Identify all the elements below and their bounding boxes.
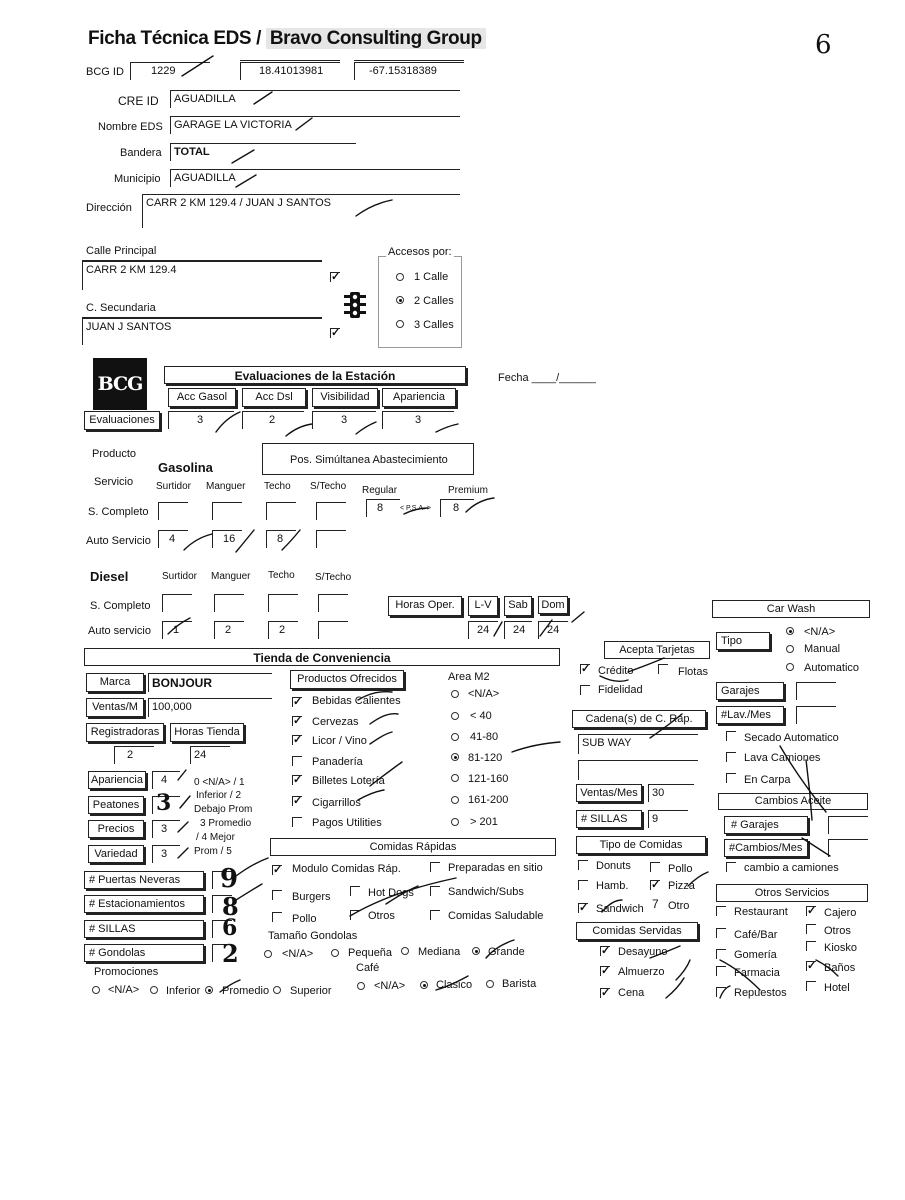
sillas-value: 6 <box>222 915 238 941</box>
cadena-ventas-label: Ventas/Mes <box>576 784 642 802</box>
scale-3: 3 Promedio <box>200 818 252 829</box>
cr-pollo-label: Pollo <box>292 913 317 925</box>
calle-secundaria-label: C. Secundaria <box>86 302 156 314</box>
otro-label: Otro <box>668 900 690 912</box>
flotas-label: Flotas <box>678 666 708 678</box>
cafe-na-label: <N/A> <box>374 980 406 992</box>
gondola-mediana-label: Mediana <box>418 946 461 958</box>
hot-dogs-label: Hot Dogs <box>368 887 414 899</box>
prod-cervezas-label: Cervezas <box>312 716 359 728</box>
horas-col-sab: Sab <box>504 596 532 616</box>
eval-visibilidad-value[interactable]: 3 <box>312 411 376 429</box>
cafe-bar-label: Café/Bar <box>734 929 778 941</box>
acceso-3-label: 3 Calles <box>414 319 454 331</box>
horas-col-lv: L-V <box>468 596 498 616</box>
regular-value[interactable]: 8 <box>366 499 400 517</box>
promo-na-label: <N/A> <box>108 984 140 996</box>
cre-id-label: CRE ID <box>118 94 159 108</box>
bcg-logo-text: BCG <box>97 373 143 395</box>
garajes-label: Garajes <box>716 682 784 700</box>
bandera-label: Bandera <box>120 147 162 159</box>
otro-mark: 7 <box>652 897 659 911</box>
area-m2-label: Area M2 <box>448 671 490 683</box>
lava-camiones-label: Lava Camiones <box>744 752 821 764</box>
prod-licor-label: Licor / Vino <box>312 735 367 747</box>
estacionamientos-value: 8 <box>222 892 239 921</box>
farmacia-label: Farmacia <box>734 967 780 979</box>
producto-label: Producto <box>92 448 137 460</box>
apariencia-field[interactable]: 4 <box>152 771 180 789</box>
page-number: 6 <box>815 30 832 60</box>
municipio-field[interactable]: AGUADILLA <box>170 169 460 187</box>
area-lt40-label: < 40 <box>470 710 492 722</box>
cafe-barista-label: Barista <box>502 978 537 990</box>
registradoras-field[interactable]: 2 <box>114 746 154 764</box>
prod-billetes-label: Billetes Lotería <box>312 775 385 787</box>
gas-col-stecho: S/Techo <box>310 481 347 492</box>
peatones-value: 3 <box>156 790 172 816</box>
dsl-col-manguer: Manguer <box>211 571 251 582</box>
gas-auto-servicio-label: Auto Servicio <box>86 535 151 547</box>
cambio-camiones-label: cambio a camiones <box>744 862 839 874</box>
horas-tienda-field[interactable]: 24 <box>190 746 230 764</box>
desayuno-label: Desayuno <box>618 946 668 958</box>
scale-2: Debajo Prom <box>194 804 253 815</box>
puertas-neveras-label: # Puertas Neveras <box>84 871 204 889</box>
kiosko-label: Kiosko <box>824 942 858 954</box>
variedad-field[interactable]: 3 <box>152 845 180 863</box>
cena-label: Cena <box>618 987 645 999</box>
donuts-label: Donuts <box>596 860 631 872</box>
gomeria-label: Gomería <box>734 949 777 961</box>
tipo-label: Tipo <box>716 632 770 650</box>
nombre-eds-field[interactable]: GARAGE LA VICTORIA <box>170 116 460 134</box>
cadena-ventas-field[interactable]: 30 <box>648 784 694 802</box>
promo-promedio-label: Promedio <box>222 985 270 997</box>
eval-col-acc-dsl: Acc Dsl <box>242 388 306 407</box>
evaluaciones-row-label: Evaluaciones <box>84 411 160 430</box>
gas-as-techo[interactable]: 8 <box>266 530 296 548</box>
bandera-field[interactable]: TOTAL <box>170 143 356 161</box>
tc-pollo-label: Pollo <box>668 863 693 875</box>
preparadas-label: Preparadas en sitio <box>448 862 543 874</box>
registradoras-label: Registradoras <box>86 723 164 742</box>
gondola-grande-label: Grande <box>488 946 525 958</box>
ventas-field[interactable]: 100,000 <box>148 698 272 717</box>
aceite-garajes-label: # Garajes <box>724 816 808 834</box>
credito-label: Crédito <box>598 665 634 677</box>
gondola-na-label: <N/A> <box>282 948 314 960</box>
cambios-mes-label: #Cambios/Mes <box>724 839 808 857</box>
premium-label: Premium <box>448 485 489 496</box>
comidas-servidas-label: Comidas Servidas <box>576 922 698 940</box>
sillas-label: # SILLAS <box>84 920 204 938</box>
horas-oper-label: Horas Oper. <box>388 596 462 616</box>
gas-s-completo-label: S. Completo <box>88 506 149 518</box>
eval-col-acc-gasol: Acc Gasol <box>168 388 236 407</box>
cadena-field[interactable]: SUB WAY <box>578 734 698 754</box>
dsl-as-techo[interactable]: 2 <box>268 621 298 639</box>
calle-secundaria-field[interactable]: JUAN J SANTOS <box>82 317 322 345</box>
eval-acc-gasol-value[interactable]: 3 <box>168 411 234 429</box>
eval-col-visibilidad: Visibilidad <box>312 388 378 407</box>
gasolina-label: Gasolina <box>158 460 213 475</box>
eval-col-apariencia: Apariencia <box>382 388 456 407</box>
peatones-label: Peatones <box>88 796 144 814</box>
cafe-clasico-label: Clasico <box>436 979 473 991</box>
en-carpa-label: En Carpa <box>744 774 791 786</box>
area-41-80-label: 41-80 <box>470 731 499 743</box>
horas-sab-value[interactable]: 24 <box>504 621 532 639</box>
fecha-label: Fecha ____/______ <box>498 372 596 384</box>
acceso-1-label: 1 Calle <box>414 271 449 283</box>
restaurant-label: Restaurant <box>734 906 788 918</box>
hotel-label: Hotel <box>824 982 850 994</box>
dsl-as-manguer[interactable]: 2 <box>214 621 244 639</box>
precios-field[interactable]: 3 <box>152 820 180 838</box>
scale-0: 0 <N/A> / 1 <box>194 777 245 788</box>
direccion-label: Dirección <box>86 202 132 214</box>
repuestos-label: Repuestos <box>734 987 787 999</box>
cw-na-label: <N/A> <box>804 626 836 638</box>
marca-field[interactable]: BONJOUR <box>148 673 272 692</box>
cre-id-field[interactable]: AGUADILLA <box>170 90 460 108</box>
servicio-label: Servicio <box>94 476 134 488</box>
cadena-label: Cadena(s) de C. Ráp. <box>572 710 706 728</box>
horas-tienda-label: Horas Tienda <box>170 723 244 742</box>
cadena-sillas-field[interactable]: 9 <box>648 810 688 828</box>
diesel-label: Diesel <box>90 569 129 584</box>
prod-pagos-label: Pagos Utilities <box>312 817 382 829</box>
gondolas-label: # Gondolas <box>84 944 204 962</box>
acceso-2-label: 2 Calles <box>414 295 454 307</box>
promo-superior-label: Superior <box>290 985 332 997</box>
tamano-gondolas-label: Tamaño Gondolas <box>268 930 358 942</box>
comidas-rapidas-title-text: Comidas Rápidas <box>369 841 457 853</box>
banos-label: Baños <box>824 962 856 974</box>
otros-label: Otros <box>824 925 851 937</box>
pos-simultanea-label: Pos. Simúltanea Abastecimiento <box>290 454 448 466</box>
accesos-label: Accesos por: <box>388 246 452 258</box>
tipo-comidas-label: Tipo de Comidas <box>576 836 706 854</box>
title-part2: Bravo Consulting Group <box>266 28 486 49</box>
scale-5: Prom / 5 <box>194 846 232 857</box>
cw-manual-label: Manual <box>804 643 841 655</box>
comidas-saludable-label: Comidas Saludable <box>448 910 544 922</box>
sandwich-subs-label: Sandwich/Subs <box>448 886 524 898</box>
sandwich-label: Sandwich <box>596 903 644 915</box>
longitude-field[interactable]: -67.15318389 <box>354 62 464 80</box>
latitude-field[interactable]: 18.41013981 <box>240 62 340 80</box>
calle-principal-label: Calle Principal <box>86 245 157 257</box>
marca-label: Marca <box>86 673 144 692</box>
cr-otros-label: Otros <box>368 910 395 922</box>
precios-label: Precios <box>88 820 144 838</box>
lav-mes-label: #Lav./Mes <box>716 706 784 724</box>
gas-as-manguer[interactable]: 16 <box>212 530 242 548</box>
dsl-auto-label: Auto servicio <box>88 625 151 637</box>
promociones-label: Promociones <box>94 966 159 978</box>
horas-col-dom: Dom <box>538 596 568 614</box>
productos-ofrecidos-label: Productos Ofrecidos <box>290 670 404 689</box>
cambios-aceite-text: Cambios Aceite <box>754 795 832 807</box>
estacionamientos-label: # Estacionamientos <box>84 895 204 913</box>
eval-acc-dsl-value[interactable]: 2 <box>242 411 304 429</box>
promo-inferior-label: Inferior <box>166 985 201 997</box>
area-81-120-label: 81-120 <box>468 752 503 764</box>
dsl-col-techo: Techo <box>268 570 295 581</box>
psa-note: < P.S.A. > <box>400 505 432 512</box>
variedad-label: Variedad <box>88 845 144 863</box>
acepta-tarjetas-text: Acepta Tarjetas <box>619 644 695 656</box>
dsl-col-surtidor: Surtidor <box>162 571 198 582</box>
pizza-label: Pizza <box>668 880 695 892</box>
area-gt201-label: > 201 <box>470 816 498 828</box>
burgers-label: Burgers <box>292 891 331 903</box>
gas-col-surtidor: Surtidor <box>156 481 192 492</box>
secado-label: Secado Automatico <box>744 732 839 744</box>
gas-col-manguer: Manguer <box>206 481 246 492</box>
scale-4: / 4 Mejor <box>196 832 235 843</box>
horas-dom-value[interactable]: 24 <box>538 621 568 639</box>
gondola-pequena-label: Pequeña <box>348 947 393 959</box>
prod-cigarrillos-label: Cigarrillos <box>312 797 361 809</box>
hamb-label: Hamb. <box>596 880 629 892</box>
evaluaciones-title: Evaluaciones de la Estación <box>164 366 466 384</box>
dsl-s-completo-label: S. Completo <box>90 600 151 612</box>
gondolas-value: 2 <box>222 939 239 968</box>
scale-1: Inferior / 2 <box>196 790 242 801</box>
regular-label: Regular <box>362 485 398 496</box>
calle-principal-field[interactable]: CARR 2 KM 129.4 <box>82 260 322 290</box>
direccion-field[interactable]: CARR 2 KM 129.4 / JUAN J SANTOS <box>142 194 460 228</box>
bcg-id-label: BCG ID <box>86 66 124 78</box>
municipio-label: Municipio <box>114 173 161 185</box>
title-part1: Ficha Técnica EDS / <box>88 28 266 49</box>
car-wash-title-text: Car Wash <box>766 603 816 615</box>
cajero-label: Cajero <box>824 907 857 919</box>
modulo-comidas-label: Modulo Comidas Ráp. <box>292 863 401 875</box>
otros-servicios-text: Otros Servicios <box>754 887 830 899</box>
gas-as-surtidor[interactable]: 4 <box>158 530 188 548</box>
area-161-200-label: 161-200 <box>468 794 509 806</box>
cw-automatico-label: Automatico <box>804 662 860 674</box>
gas-col-techo: Techo <box>264 481 291 492</box>
bcg-id-field[interactable]: 1229 <box>130 62 210 80</box>
cadena-sillas-label: # SILLAS <box>576 810 642 828</box>
dsl-as-surtidor[interactable]: 1 <box>162 621 192 639</box>
almuerzo-label: Almuerzo <box>618 966 665 978</box>
fecha-label-text: Fecha <box>498 372 529 384</box>
premium-value[interactable]: 8 <box>440 499 474 517</box>
apariencia-label: Apariencia <box>88 771 146 789</box>
neveras-value: 9 <box>220 864 239 894</box>
ventas-label: Ventas/M <box>86 698 144 717</box>
dsl-col-stecho: S/Techo <box>315 572 352 583</box>
fidelidad-label: Fidelidad <box>598 684 643 696</box>
horas-lv-value[interactable]: 24 <box>468 621 498 639</box>
eval-apariencia-value[interactable]: 3 <box>382 411 454 429</box>
tienda-title-text: Tienda de Conveniencia <box>253 651 391 665</box>
area-121-160-label: 121-160 <box>468 773 509 785</box>
prod-panaderia-label: Panadería <box>312 756 363 768</box>
nombre-eds-label: Nombre EDS <box>98 121 163 133</box>
cafe-label: Café <box>356 962 380 974</box>
area-na-label: <N/A> <box>468 688 500 700</box>
prod-bebidas-label: Bebidas Calientes <box>312 695 401 707</box>
